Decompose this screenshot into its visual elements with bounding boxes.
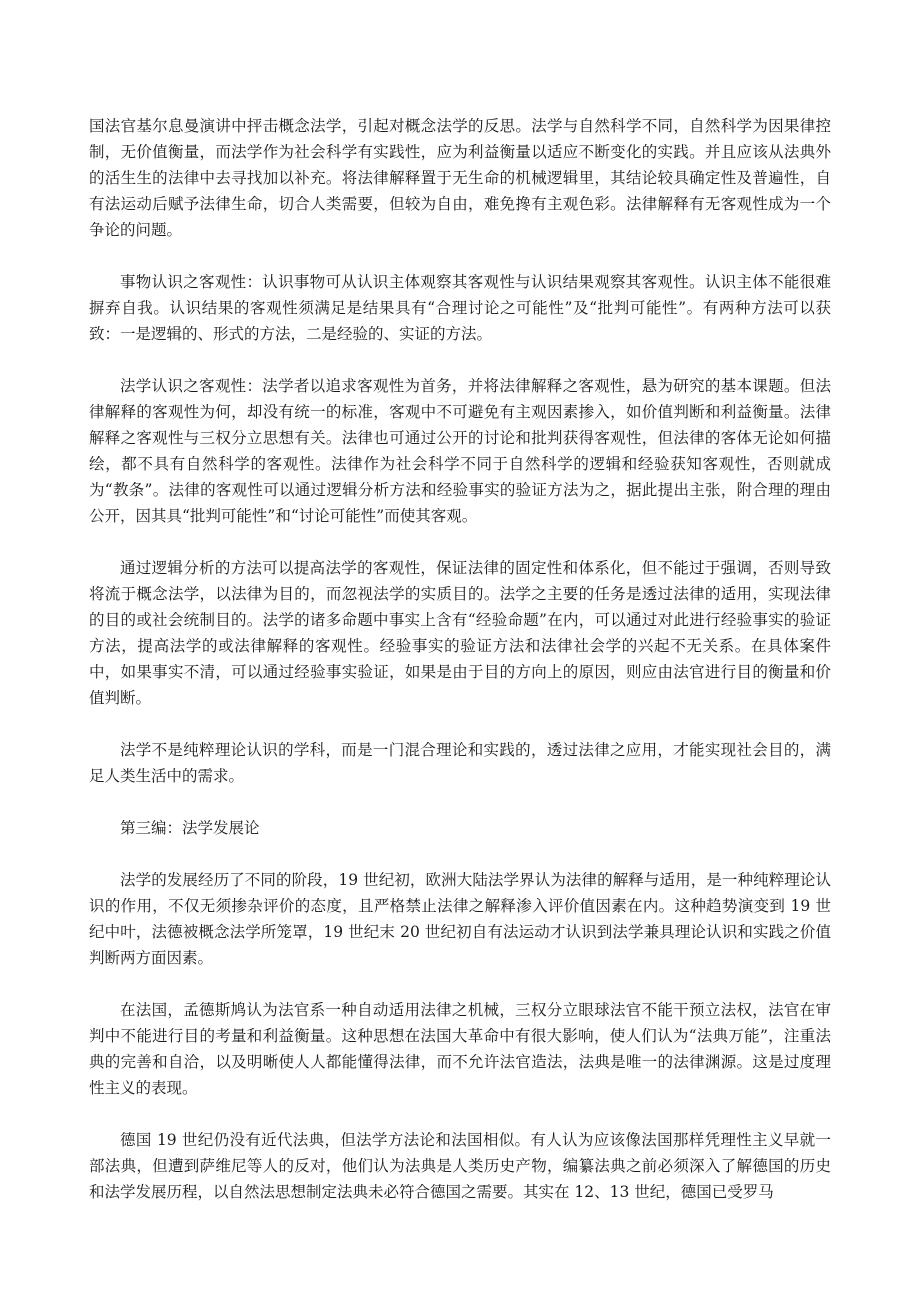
paragraph-jurisprudence-nature: 法学不是纯粹理论认识的学科，而是一门混合理论和实践的，透过法律之应用，才能实现社会目的，满足人类生活中的需求。: [89, 741, 831, 785]
paragraph-objectivity-of-cognition: 事物认识之客观性：认识事物可从认识主体观察其客观性与认识结果观察其客观性。认识主体不能很难摒弃自我。认识结果的客观性须满足是结果具有“合理讨论之可能性”及“批判可能性”。有两种方法可以获致：一是逻辑的、形式的方法，二是经验的、实证的方法。: [89, 273, 831, 343]
section-heading: 第三编：法学发展论: [120, 819, 260, 837]
paragraph-legal-objectivity: 法学认识之客观性：法学者以追求客观性为首务，并将法律解释之客观性，悬为研究的基本课题。但法律解释的客观性为何，却没有统一的标准，客观中不可避免有主观因素掺入，如价值判断和利益衡量。法律解释之客观性与三权分立思想有关。法律也可通过公开的讨论和批判获得客观性，但法律的客体无论如何描绘，都不具有自然科学的客观性。法律作为社会科学不同于自然科学的逻辑和经验获知客观性，否则就成为“教条”。法律的客观性可以通过逻辑分析方法和经验事实的验证方法为之，据此提出主张，附合理的理由公开，因其具“批判可能性”和“讨论可能性”而使其客观。: [89, 377, 831, 525]
paragraph-continued: 国法官基尔息曼演讲中抨击概念法学，引起对概念法学的反思。法学与自然科学不同，自然科学为因果律控制，无价值衡量，而法学作为社会科学有实践性，应为利益衡量以适应不断变化的实践。并且应该从法典外的活生生的法律中去寻找加以补充。将法律解释置于无生命的机械逻辑里，其结论较具确定性及普遍性，自有法运动后赋予法律生命，切合人类需要，但较为自由，难免搀有主观色彩。法律解释有无客观性成为一个争论的问题。: [89, 117, 831, 239]
paragraph-france: 在法国，孟德斯鸠认为法官系一种自动适用法律之机械，三权分立眼球法官不能干预立法权，法官在审判中不能进行目的考量和利益衡量。这种思想在法国大革命中有很大影响，使人们认为“法典万能”，注重法典的完善和自洽，以及明晰使人人都能懂得法律，而不允许法官造法，法典是唯一的法律渊源。这是过度理性主义的表现。: [89, 1001, 831, 1097]
document-body: [89, 113, 831, 1231]
paragraph-development-stages: 法学的发展经历了不同的阶段，19 世纪初，欧洲大陆法学界认为法律的解释与适用，是一种纯粹理论认识的作用，不仅无须掺杂评价的态度，且严格禁止法律之解释渗入评价值因素在内。这种趋势演变到 19 世纪中叶，法德被概念法学所笼罩，19 世纪末 20 世纪初自有法运动才认识到法学兼具理论认识和实践之价值判断两方面因素。: [89, 871, 831, 967]
paragraph-logical-analysis: 通过逻辑分析的方法可以提高法学的客观性，保证法律的固定性和体系化，但不能过于强调，否则导致将流于概念法学，以法律为目的，而忽视法学的实质目的。法学之主要的任务是透过法律的适用，实现法律的目的或社会统制目的。法学的诸多命题中事实上含有“经验命题”在内，可以通过对此进行经验事实的验证方法，提高法学的或法律解释的客观性。经验事实的验证方法和法律社会学的兴起不无关系。在具体案件中，如果事实不清，可以通过经验事实验证，如果是由于目的方向上的原因，则应由法官进行目的衡量和价值判断。: [89, 559, 831, 707]
paragraph-germany: 德国 19 世纪仍没有近代法典，但法学方法论和法国相似。有人认为应该像法国那样凭理性主义早就一部法典，但遭到萨维尼等人的反对，他们认为法典是人类历史产物，编纂法典之前必须深入了解德国的历史和法学发展历程，以自然法思想制定法典未必符合德国之需要。其实在 12、13 世纪，德国已受罗马: [89, 1131, 831, 1201]
